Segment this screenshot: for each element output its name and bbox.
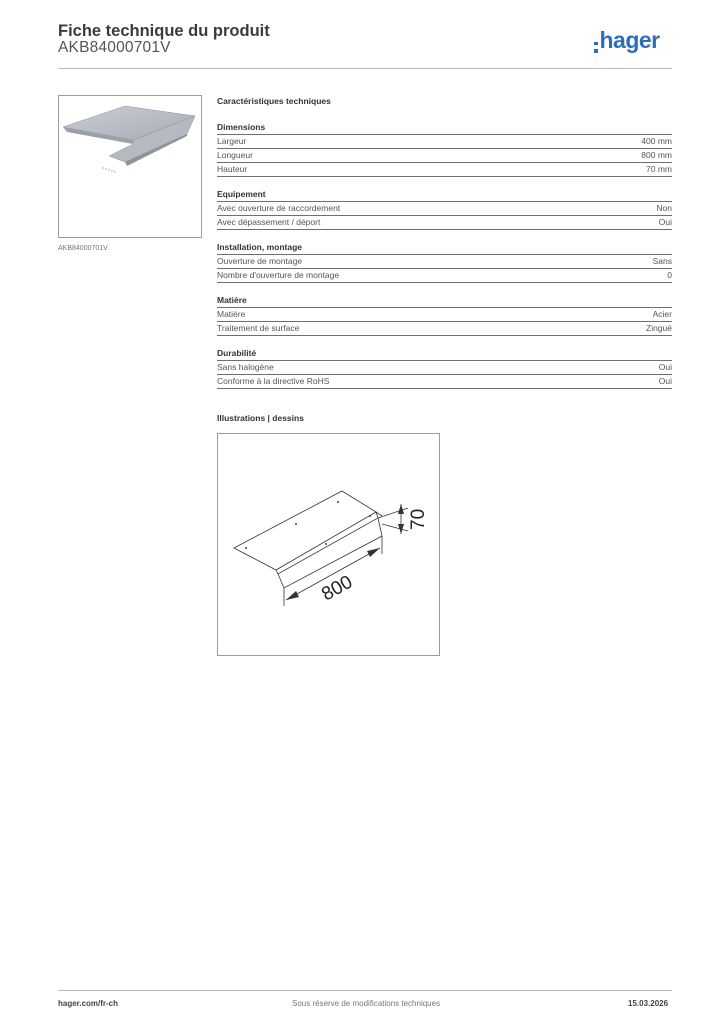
technical-specs [217, 96, 672, 389]
spec-label: Avec ouverture de raccordement [217, 203, 341, 213]
technical-drawing [218, 434, 439, 655]
spec-row [217, 135, 672, 149]
spec-row [217, 375, 672, 389]
spec-value: Oui [658, 362, 672, 372]
cover-plate-render [59, 96, 201, 237]
spec-value: Acier [652, 309, 672, 319]
section-durabilite [217, 348, 672, 389]
spec-label: Avec dépassement / déport [217, 217, 321, 227]
section-title: Matière [217, 295, 672, 308]
dimension-height-label: 70 [408, 508, 429, 530]
spec-value: 70 mm [646, 164, 672, 174]
footer-date: 15.03.2026 [628, 999, 669, 1008]
spec-value: Oui [658, 217, 672, 227]
hager-logo [594, 27, 660, 54]
header-divider [58, 68, 672, 69]
document-title: Fiche technique du produit [58, 22, 270, 40]
dimension-length-label: 800 [318, 571, 357, 606]
spec-value: 400 mm [641, 136, 672, 146]
section-matiere [217, 295, 672, 336]
spec-value: Oui [658, 376, 672, 386]
spec-row [217, 255, 672, 269]
spec-value: 0 [667, 270, 672, 280]
product-image [58, 95, 202, 238]
product-code: AKB84000701V [58, 39, 171, 56]
footer-divider [58, 990, 672, 991]
spec-label: Nombre d'ouverture de montage [217, 270, 340, 280]
spec-label: Longueur [217, 150, 253, 160]
spec-row [217, 322, 672, 336]
spec-row [217, 216, 672, 230]
spec-row [217, 163, 672, 177]
footer-website: hager.com/fr-ch [58, 999, 119, 1008]
logo-dots-icon [594, 42, 599, 53]
spec-row [217, 308, 672, 322]
section-title: Durabilité [217, 348, 672, 361]
dimension-drawing [217, 433, 440, 656]
product-image-caption: AKB84000701V [58, 245, 108, 252]
illustrations-title: Illustrations | dessins [217, 413, 304, 423]
spec-label: Hauteur [217, 164, 248, 174]
spec-value: Zingué [646, 323, 672, 333]
spec-row [217, 269, 672, 283]
section-title: Equipement [217, 189, 672, 202]
specs-title: Caractéristiques techniques [217, 96, 331, 106]
spec-label: Ouverture de montage [217, 256, 303, 266]
spec-label: Sans halogène [217, 362, 274, 372]
spec-label: Matière [217, 309, 246, 319]
spec-value: Non [656, 203, 672, 213]
spec-value: Sans [652, 256, 672, 266]
section-title: Dimensions [217, 122, 672, 135]
section-equipement [217, 189, 672, 230]
logo-text: hager [599, 27, 660, 53]
section-dimensions [217, 122, 672, 177]
section-title: Installation, montage [217, 242, 672, 255]
spec-row [217, 361, 672, 375]
spec-label: Largeur [217, 136, 247, 146]
section-installation [217, 242, 672, 283]
spec-value: 800 mm [641, 150, 672, 160]
spec-label: Conforme à la directive RoHS [217, 376, 330, 386]
spec-row [217, 149, 672, 163]
spec-label: Traitement de surface [217, 323, 300, 333]
footer-disclaimer: Sous réserve de modifications techniques [292, 999, 441, 1008]
spec-row [217, 202, 672, 216]
